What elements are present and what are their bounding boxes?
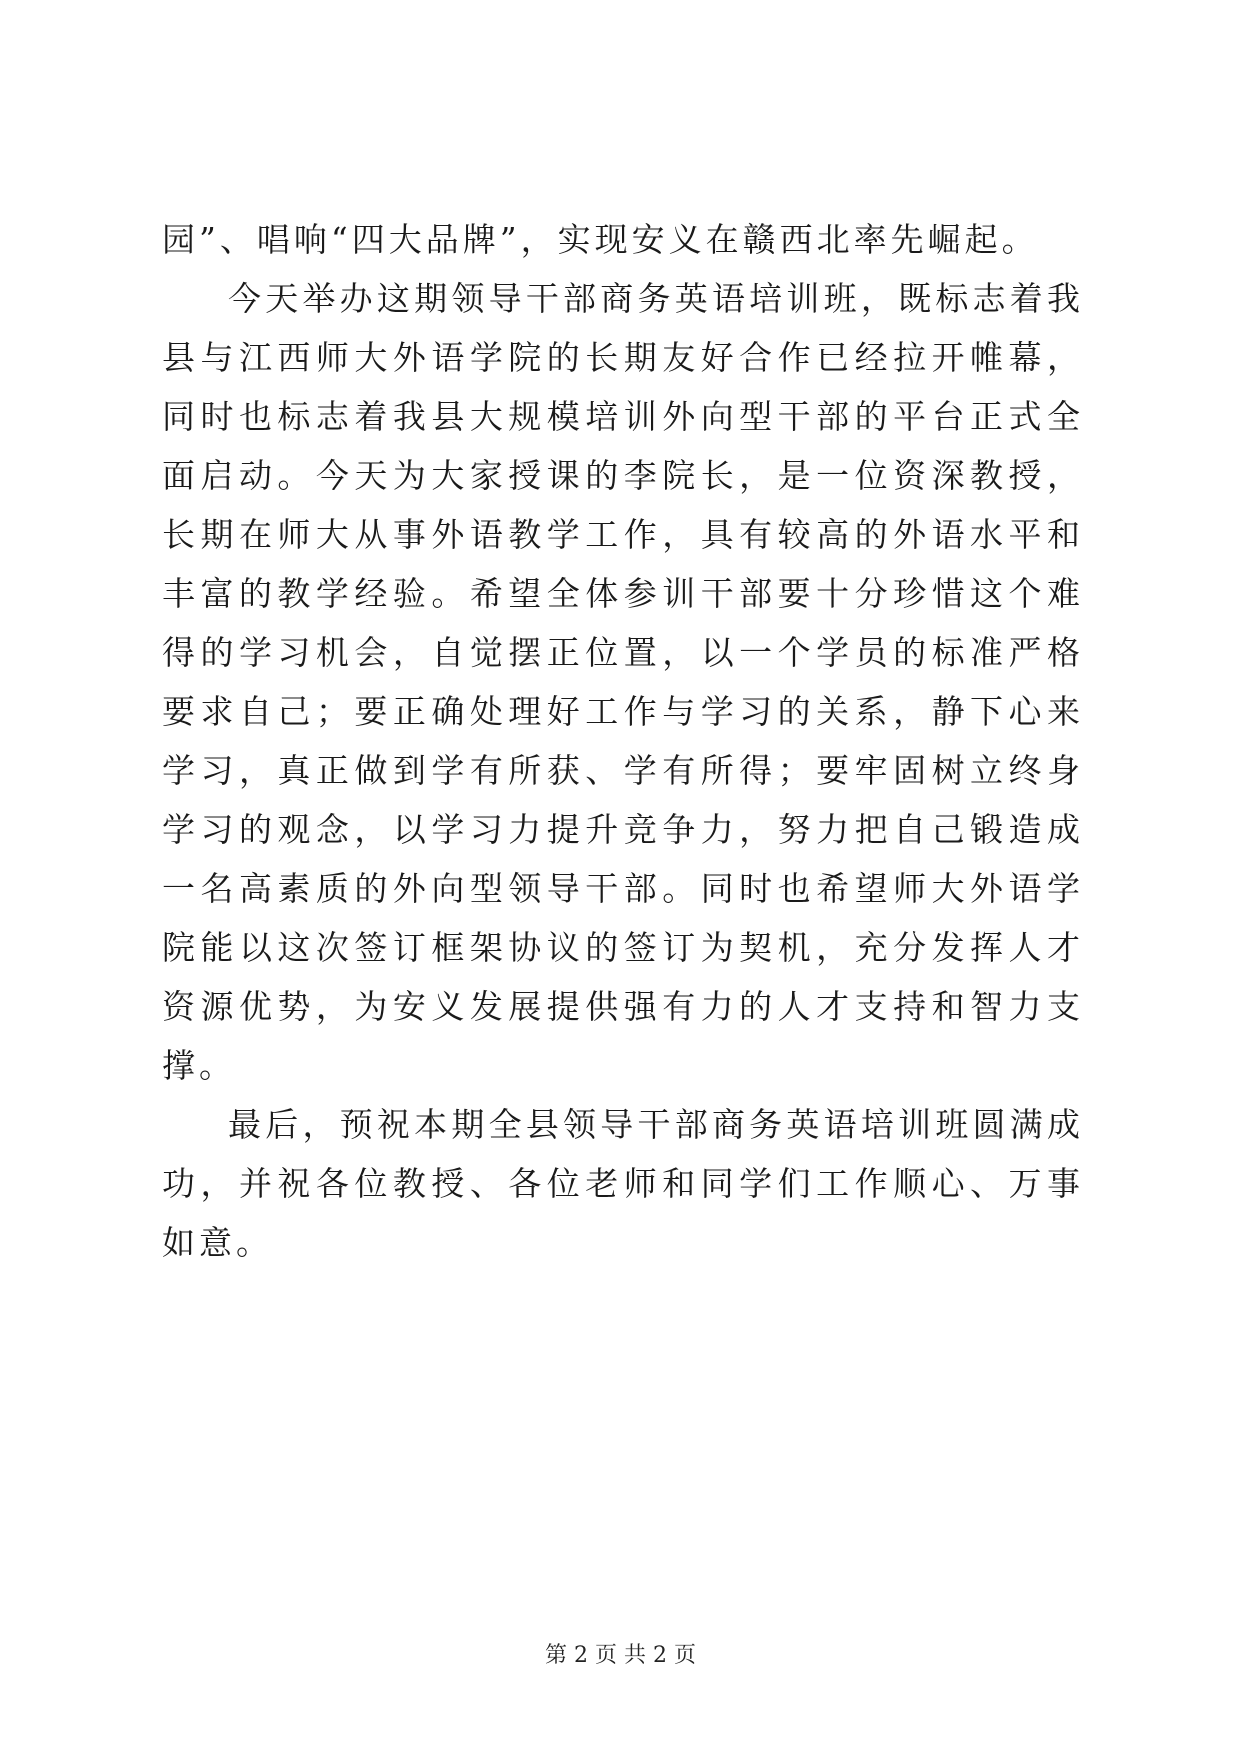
paragraph-closing-wishes: 最后，预祝本期全县领导干部商务英语培训班圆满成功，并祝各位教授、各位老师和同学们工作顺心、万事如意。 (162, 1105, 1084, 1262)
paragraph-continuation: 园”、唱响“四大品牌”，实现安义在赣西北率先崛起。 (162, 220, 1039, 259)
paragraph-training-class: 今天举办这期领导干部商务英语培训班，既标志着我县与江西师大外语学院的长期友好合作已经拉开帷幕，同时也标志着我县大规模培训外向型干部的平台正式全面启动。今天为大家授课的李院长，是一位资深教授，长期在师大从事外语教学工作，具有较高的外语水平和丰富的教学经验。希望全体参训干部要十分珍惜这个难得的学习机会，自觉摆正位置，以一个学员的标准严格要求自己；要正确处理好工作与学习的关系，静下心来学习，真正做到学有所获、学有所得；要牢固树立终身学习的观念，以学习力提升竞争力，努力把自己锻造成一名高素质的外向型领导干部。同时也希望师大外语学院能以这次签订框架协议的签订为契机，充分发挥人才资源优势，为安义发展提供强有力的人才支持和智力支撑。 (162, 279, 1084, 1085)
page-number-footer: 第 2 页 共 2 页 (545, 1643, 696, 1668)
document-body (162, 210, 1084, 1272)
